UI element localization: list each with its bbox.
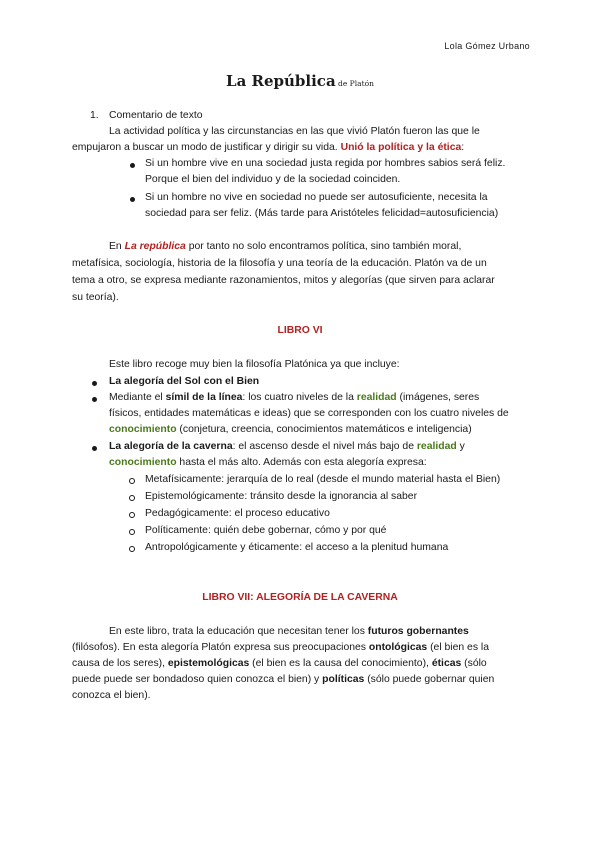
section-heading: Comentario de texto bbox=[109, 110, 203, 121]
sub-list-item: Metafísicamente: jerarquía de lo real (desde el mundo material hasta el Bien) bbox=[145, 474, 501, 485]
title-main: La República bbox=[226, 72, 336, 90]
libro-vi-heading: LIBRO VI bbox=[277, 325, 323, 336]
sub-bullet-icon bbox=[129, 478, 135, 484]
paragraph-line: tema a otro, se expresa mediante razonamientos, mitos y alegorías (que sirven para aclarar bbox=[72, 275, 495, 286]
list-item: conocimiento hasta el más alto. Además con esta alegoría expresa: bbox=[109, 457, 427, 468]
paragraph-line: su teoría). bbox=[72, 292, 119, 303]
bullet-icon bbox=[92, 446, 97, 451]
list-item: Si un hombre no vive en sociedad no puede ser autosuficiente, necesita la bbox=[145, 192, 488, 203]
list-item: físicos, entidades matemáticas e ideas) que se corresponden con los cuatro niveles de bbox=[109, 408, 509, 419]
sub-bullet-icon bbox=[129, 495, 135, 501]
sub-list-item: Antropológicamente y éticamente: el acceso a la plenitud humana bbox=[145, 542, 449, 553]
sub-list-item: Epistemológicamente: tránsito desde la ignorancia al saber bbox=[145, 491, 418, 502]
paragraph-line: (filósofos). En esta alegoría Platón expresa sus preocupaciones ontológicas (el bien es la bbox=[72, 642, 490, 653]
paragraph-line: puede puede ser bondadoso quien conozca el bien) y políticas (sólo puede gobernar quien bbox=[72, 674, 495, 685]
highlight-green: realidad bbox=[356, 392, 397, 403]
paragraph-line: metafísica, sociología, historia de la filosofía y una teoría de la educación. Platón va de un bbox=[72, 258, 487, 269]
paragraph-line: En La república por tanto no solo encontramos política, sino también moral, bbox=[109, 241, 462, 252]
document-title bbox=[0, 74, 600, 91]
highlight-green: conocimiento bbox=[109, 457, 177, 468]
bullet-icon bbox=[130, 163, 135, 168]
bullet-icon bbox=[92, 381, 97, 386]
title-sub: de Platón bbox=[335, 79, 374, 88]
paragraph-line: conozca el bien). bbox=[72, 690, 151, 701]
author-name: Lola Gómez Urbano bbox=[444, 41, 530, 51]
list-item: La alegoría de la caverna: el ascenso desde el nivel más bajo de realidad y bbox=[109, 441, 465, 452]
sub-bullet-icon bbox=[129, 529, 135, 535]
section-number: 1. bbox=[90, 110, 99, 121]
bullet-icon bbox=[92, 397, 97, 402]
highlight-green: realidad bbox=[416, 441, 457, 452]
sub-list-item: Pedagógicamente: el proceso educativo bbox=[145, 508, 330, 519]
list-item: sociedad para ser feliz. (Más tarde para Aristóteles felicidad=autosuficiencia) bbox=[145, 208, 499, 219]
list-item: Mediante el símil de la línea: los cuatro niveles de la realidad (imágenes, seres bbox=[109, 392, 480, 403]
list-item: Si un hombre vive en una sociedad justa regida por hombres sabios será feliz. bbox=[145, 158, 506, 169]
libro-vii-heading: LIBRO VII: ALEGORÍA DE LA CAVERNA bbox=[202, 592, 398, 603]
paragraph-line: empujaron a buscar un modo de justificar y dirigir su vida. Unió la política y la ética: bbox=[72, 142, 465, 153]
list-item: Porque el bien del individuo y de la sociedad coinciden. bbox=[145, 174, 401, 185]
paragraph-line: Este libro recoge muy bien la filosofía Platónica ya que incluye: bbox=[109, 359, 400, 370]
list-item: conocimiento (conjetura, creencia, conocimientos matemáticos e inteligencia) bbox=[109, 424, 472, 435]
paragraph-line: En este libro, trata la educación que necesitan tener los futuros gobernantes bbox=[109, 626, 469, 637]
paragraph-line: La actividad política y las circunstancias en las que vivió Platón fueron las que le bbox=[109, 126, 480, 137]
bullet-icon bbox=[130, 197, 135, 202]
list-item: La alegoría del Sol con el Bien bbox=[109, 376, 260, 387]
book-title: La república bbox=[124, 241, 186, 252]
sub-bullet-icon bbox=[129, 546, 135, 552]
sub-bullet-icon bbox=[129, 512, 135, 518]
sub-list-item: Políticamente: quién debe gobernar, cómo y por qué bbox=[145, 525, 387, 536]
paragraph-line: causa de los seres), epistemológicas (el bien es la causa del conocimiento), éticas (sólo bbox=[72, 658, 487, 669]
highlight-red: Unió la política y la ética bbox=[340, 142, 462, 153]
highlight-green: conocimiento bbox=[109, 424, 177, 435]
